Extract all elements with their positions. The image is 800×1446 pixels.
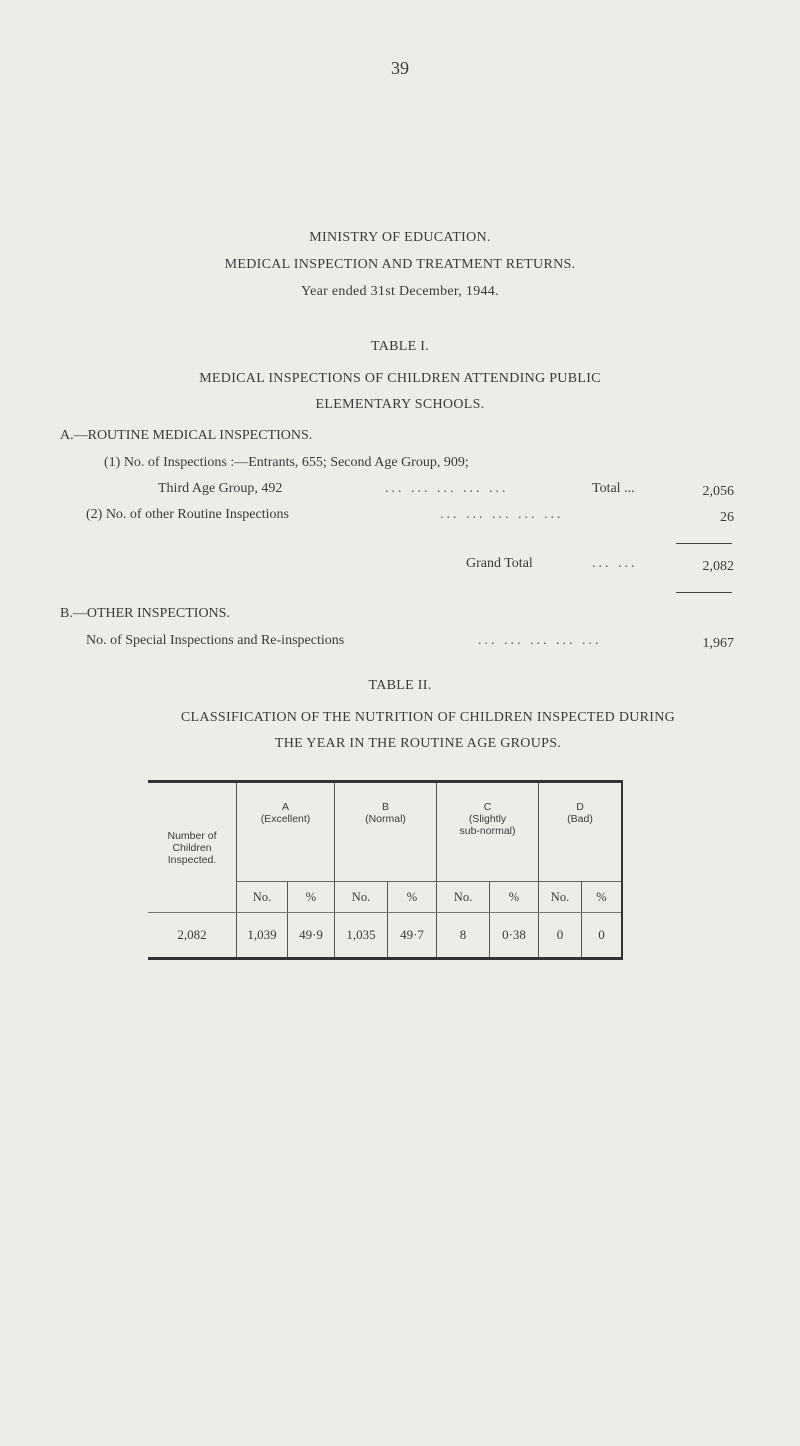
inspections-line1: (1) No. of Inspections :—Entrants, 655; Second Age Group, 909; [104,455,469,470]
header-a-label: (Excellent) [260,813,311,825]
sub-pct: % [582,882,623,913]
total-value: 2,056 [702,484,734,499]
section-b-title: B.—OTHER INSPECTIONS. [60,606,230,621]
cell-b-no: 1,035 [335,913,388,959]
special-inspections-label: No. of Special Inspections and Re-inspections [86,633,345,648]
other-routine-value: 26 [720,510,734,525]
header-c [437,782,539,882]
table2-heading-line1: CLASSIFICATION OF THE NUTRITION OF CHILDREN INSPECTED DURING [180,710,676,725]
section-a-title: A.—ROUTINE MEDICAL INSPECTIONS. [60,428,313,443]
leader-dots: ... ... ... ... ... [440,507,564,522]
header-c-label: sub-normal) [459,825,516,837]
grand-total-label: Grand Total [466,556,533,571]
sub-pct: % [388,882,437,913]
cell-a-pct: 49·9 [288,913,335,959]
ministry-title: MINISTRY OF EDUCATION. [309,230,491,245]
cell-b-pct: 49·7 [388,913,437,959]
header-d-label: (Bad) [567,813,593,825]
cell-a-no: 1,039 [237,913,288,959]
header-number-line: Number of [167,829,217,842]
cell-d-pct: 0 [582,913,623,959]
page-number: 39 [391,58,409,78]
total-rule [676,543,732,544]
header-number-inspected [148,782,237,913]
header-c-label: (Slightly [468,813,507,825]
header-number-line: Inspected. [167,853,217,866]
cell-number-inspected: 2,082 [177,927,207,942]
table1-title: TABLE I. [370,339,430,354]
header-b [335,782,437,882]
table2-title: TABLE II. [368,678,432,693]
nutrition-table [148,780,623,960]
cell-c-pct: 0·38 [490,913,539,959]
header-d-letter: D [576,801,584,813]
sub-no: No. [539,882,582,913]
sub-no: No. [335,882,388,913]
leader-dots: ... ... [592,556,638,571]
cell-d-no: 0 [539,913,582,959]
returns-title: MEDICAL INSPECTION AND TREATMENT RETURNS. [224,257,576,272]
leader-dots: ... ... ... ... ... [478,633,602,648]
grand-total-value: 2,082 [702,559,734,574]
other-routine-label: (2) No. of other Routine Inspections [86,507,289,522]
sub-no: No. [237,882,288,913]
grand-total-rule [676,592,732,593]
year-ended: Year ended 31st December, 1944. [301,284,499,299]
header-d [539,782,623,882]
cell-c-no: 8 [437,913,490,959]
table1-heading-line1: MEDICAL INSPECTIONS OF CHILDREN ATTENDING PUBLIC [199,371,601,386]
header-b-letter: B [381,801,389,813]
total-label: Total ... [592,481,635,496]
header-a [237,782,335,882]
header-c-letter: C [483,801,492,813]
table1-heading-line2: ELEMENTARY SCHOOLS. [315,397,485,412]
sub-pct: % [288,882,335,913]
special-inspections-value: 1,967 [702,636,734,651]
leader-dots: ... ... ... ... ... [385,481,509,496]
header-number-line: Children [172,841,212,854]
table2-heading-line2: THE YEAR IN THE ROUTINE AGE GROUPS. [274,736,562,751]
sub-pct: % [490,882,539,913]
inspections-line2: Third Age Group, 492 [158,481,283,496]
header-a-letter: A [281,801,289,813]
header-b-label: (Normal) [365,813,406,825]
sub-no: No. [437,882,490,913]
